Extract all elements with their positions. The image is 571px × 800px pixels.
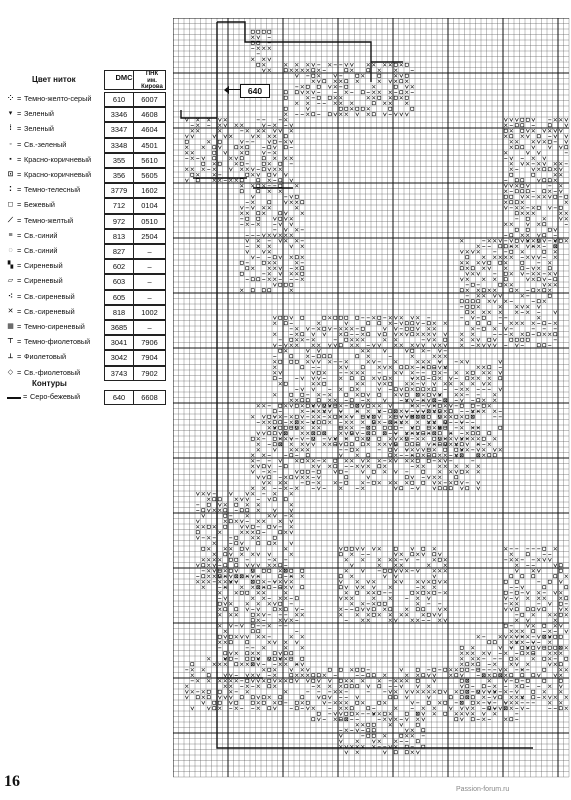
contour-outline [181,22,533,748]
legend-pnk-code: 2504 [134,229,166,244]
stitch-symbol-icon: ⟋ [8,216,13,224]
legend-eq: = [17,276,22,286]
legend-dmc-code: 605 [104,290,134,305]
legend-color-name: Темно-желто-серый [24,94,92,103]
contours-title: Контуры [32,379,67,388]
legend-pnk-code: – [134,259,166,274]
legend-header-dmc: DMC [115,73,133,82]
legend-row [6,153,166,168]
legend-dmc-code: 818 [104,305,134,320]
legend-pnk-code: 7906 [134,335,166,350]
legend-color-name: Сиреневый [24,276,63,286]
legend-color-name: Сиреневый [24,261,63,271]
legend-dmc-code: 3779 [104,183,134,198]
arrow-line [228,89,240,90]
stitch-symbol-icon: ⁘ [7,95,14,102]
legend-pnk-code: 4608 [134,107,166,122]
legend-dmc-code: 3041 [104,335,134,350]
stitch-symbol-icon: ▾ [8,110,13,118]
stitch-symbol-icon: ◇ [7,368,14,376]
legend-header-pnk-line2: им. Кирова [141,77,163,91]
legend-dmc-code: 827 [104,244,134,259]
legend-dmc-code: 3346 [104,107,134,122]
legend-row [6,214,166,229]
stitch-symbol-icon: ◻ [7,201,14,209]
legend-dmc-code: 356 [104,168,134,183]
legend-color-name: Темно-телесный [24,185,81,195]
legend-color-name: Темно-желтый [24,215,74,225]
contour-dmc: 640 [104,390,134,405]
page-number: 16 [4,773,20,790]
legend-row [6,229,166,244]
legend-row [6,244,166,259]
legend-color-name: Зеленый [24,124,54,134]
legend-pnk-code: 1602 [134,183,166,198]
legend-pnk-code: 0510 [134,214,166,229]
legend-color-name: Бежевый [24,200,55,210]
legend-eq: = [17,109,22,119]
legend-eq: = [17,291,22,301]
legend-color-name: Св.-зеленый [24,139,67,149]
legend-pnk-code: – [134,320,166,335]
legend-dmc-code: 813 [104,229,134,244]
legend-color-name: Св.-фиолетовый [24,367,81,377]
legend-header-pnk-line1: ПНК [145,71,159,77]
stitch-symbol-icon: ⊤ [7,338,14,346]
contour-eq: = [23,392,28,401]
legend-eq: = [17,154,22,164]
grid-fine-lines [173,18,569,777]
legend-eq: = [17,215,22,225]
legend-eq: = [17,185,22,195]
legend-eq: = [17,322,22,331]
arrow-left-icon [224,86,229,94]
legend-eq: = [17,306,22,316]
stitch-symbol-icon: ⊡ [7,171,14,178]
legend-header-dmc-box [104,70,134,90]
legend-dmc-code: 602 [104,259,134,274]
legend-dmc-code: 3743 [104,366,134,381]
legend-dmc-code: 3685 [104,320,134,335]
legend-row [6,259,166,274]
legend-eq: = [17,337,22,347]
legend-pnk-code: – [134,290,166,305]
contour-name: Серо-бежевый [30,392,81,401]
legend-row [6,183,166,198]
legend-row [6,198,166,213]
legend-color-name: Св.-синий [24,246,58,255]
legend-header [6,70,166,92]
legend-color-name: Красно-коричневый [24,154,92,164]
legend-pnk-code: 5610 [134,153,166,168]
legend-pnk-code: – [134,244,166,259]
legend-eq: = [17,94,22,103]
legend-row [6,335,166,350]
legend-pnk-code: – [134,274,166,289]
legend-row [6,138,166,153]
legend-eq: = [17,230,22,240]
legend-row [6,320,166,335]
legend-color-name: Темно-сиреневый [24,322,85,331]
legend-color-name: Св.-сиреневый [24,306,75,316]
legend-dmc-code: 3348 [104,138,134,153]
legend-row [6,350,166,365]
legend-row [6,122,166,137]
legend-row [6,92,166,107]
stitch-symbol-icon: ▦ [7,323,14,330]
stitch-symbol-icon: ≡ [8,231,13,239]
cross-stitch-pattern-grid [173,18,571,778]
legend-row [6,366,166,381]
legend-dmc-code: 355 [104,153,134,168]
grid-lines [173,18,569,777]
legend-color-name: Красно-коричневый [24,170,92,179]
legend-eq: = [17,170,22,179]
legend-pnk-code: 4604 [134,122,166,137]
legend-pnk-code: 5605 [134,168,166,183]
stitch-symbol-icon: ▪ [9,155,12,163]
legend-color-name: Фиолетовый [24,352,67,362]
legend-pnk-code: 7902 [134,366,166,381]
legend-pnk-code: 7904 [134,350,166,365]
legend-eq: = [17,352,22,362]
legend-row [6,305,166,320]
legend-eq: = [17,246,22,255]
legend-pnk-code: 1002 [134,305,166,320]
legend-dmc-code: 972 [104,214,134,229]
stitch-symbol-icon: ◦ [9,140,12,148]
legend-pnk-code: 4501 [134,138,166,153]
stitch-symbol-icon: ⁚ [9,186,12,194]
contour-pnk: 6608 [134,390,166,405]
legend-dmc-code: 610 [104,92,134,107]
legend-dmc-code: 3042 [104,350,134,365]
legend-dmc-code: 712 [104,198,134,213]
legend-row [6,107,166,122]
legend-header-color: Цвет ниток [32,75,76,84]
legend-eq: = [17,367,22,377]
stitch-symbol-icon: ⁞ [9,125,12,133]
legend-dmc-code: 3347 [104,122,134,137]
contour-line-icon [7,397,21,399]
legend-eq: = [17,200,22,210]
legend-color-name: Зеленый [24,109,54,119]
stitch-symbol-icon: ⁖ [8,292,13,300]
legend-header-pnk-box [133,70,166,90]
legend-pnk-code: 0104 [134,198,166,213]
watermark: Passion-forum.ru [456,786,510,793]
stitch-symbol-icon: ▚ [7,262,14,270]
legend-color-name: Темно-фиолетовый [24,337,91,347]
legend-eq: = [17,139,22,149]
stitch-symbol-icon: ▱ [7,277,14,285]
legend-color-name: Св.-сиреневый [24,291,75,301]
stitch-symbol-icon: ✕ [7,307,14,315]
stitch-symbol-icon: ◌ [8,247,13,254]
legend-pnk-code: 6007 [134,92,166,107]
legend-row [6,274,166,289]
thread-legend [6,70,166,402]
legend-dmc-code: 603 [104,274,134,289]
stitch-symbol-icon: ⟂ [8,353,13,361]
legend-eq: = [17,124,22,134]
contour-row [6,390,166,406]
legend-color-name: Св.-синий [24,230,58,240]
legend-rows [6,92,166,384]
chart-label-640: 640 [240,84,270,98]
legend-row [6,290,166,305]
legend-row [6,168,166,183]
legend-eq: = [17,261,22,271]
